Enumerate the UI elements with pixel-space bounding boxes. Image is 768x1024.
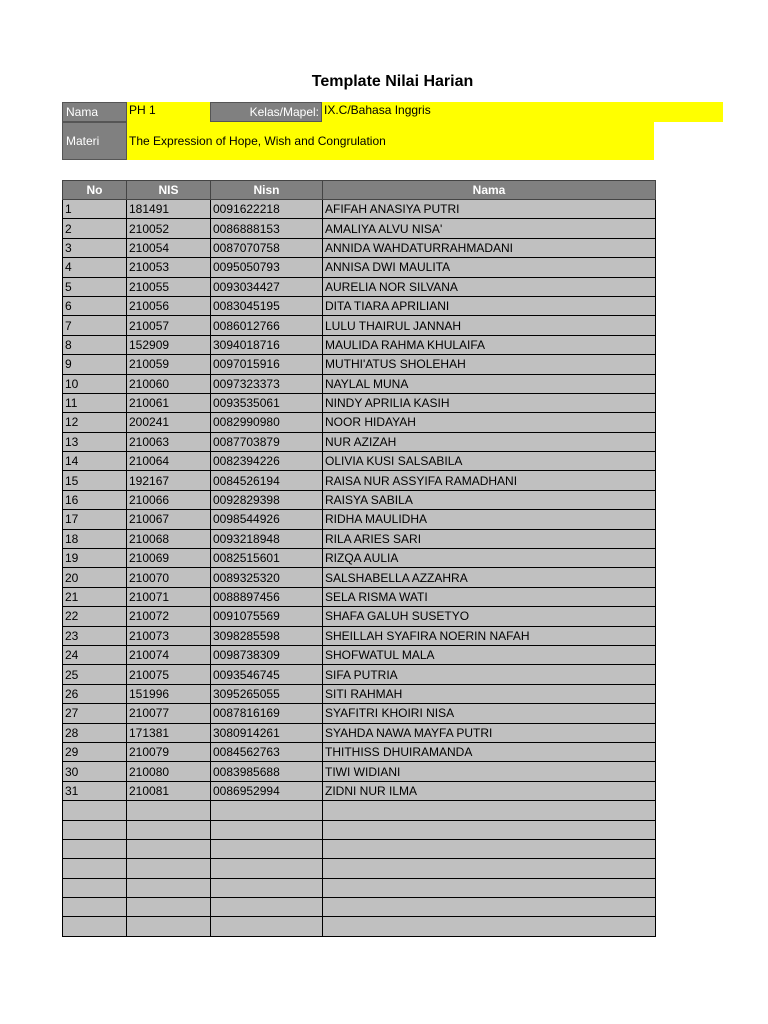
empty-cell[interactable] [63, 801, 127, 820]
cell-nisn[interactable]: 0083985688 [211, 762, 323, 781]
table-row [63, 529, 656, 548]
page-title: Template Nilai Harian [311, 73, 474, 90]
empty-cell[interactable] [323, 917, 656, 936]
cell-nis[interactable]: 210075 [127, 665, 211, 684]
nama-value-cell[interactable]: PH 1 [127, 102, 210, 122]
table-row [63, 723, 656, 742]
cell-nisn[interactable]: 0087816169 [211, 704, 323, 723]
cell-nama[interactable]: RAISA NUR ASSYIFA RAMADHANI [323, 471, 656, 490]
cell-nis[interactable]: 210074 [127, 645, 211, 664]
cell-no[interactable]: 22 [63, 607, 127, 626]
cell-nis[interactable]: 181491 [127, 200, 211, 219]
empty-table-row [63, 859, 656, 878]
table-row [63, 432, 656, 451]
cell-nama[interactable]: SHAFA GALUH SUSETYO [323, 607, 656, 626]
table-row [63, 587, 656, 606]
cell-nisn[interactable]: 3095265055 [211, 684, 323, 703]
table-row [63, 742, 656, 761]
table-row [63, 684, 656, 703]
table-row [63, 781, 656, 800]
cell-no[interactable]: 17 [63, 510, 127, 529]
cell-no[interactable]: 28 [63, 723, 127, 742]
cell-nis[interactable]: 210070 [127, 568, 211, 587]
empty-cell[interactable] [127, 917, 211, 936]
empty-cell[interactable] [63, 917, 127, 936]
cell-nisn[interactable]: 0086888153 [211, 219, 323, 238]
cell-nisn[interactable]: 3094018716 [211, 335, 323, 354]
cell-nama[interactable]: RILA ARIES SARI [323, 529, 656, 548]
cell-nis[interactable]: 152909 [127, 335, 211, 354]
cell-nama[interactable]: THITHISS DHUIRAMANDA [323, 742, 656, 761]
cell-nis[interactable]: 210064 [127, 452, 211, 471]
cell-nis[interactable]: 210063 [127, 432, 211, 451]
cell-no[interactable]: 23 [63, 626, 127, 645]
kelas-value-cell[interactable]: IX.C/Bahasa Inggris [322, 102, 723, 122]
cell-nisn[interactable]: 0095050793 [211, 258, 323, 277]
cell-nisn[interactable]: 0097323373 [211, 374, 323, 393]
cell-no[interactable]: 27 [63, 704, 127, 723]
table-row [63, 296, 656, 315]
table-row [63, 219, 656, 238]
cell-nis[interactable]: 210052 [127, 219, 211, 238]
cell-nis[interactable]: 210072 [127, 607, 211, 626]
empty-cell[interactable] [211, 917, 323, 936]
cell-nisn[interactable]: 0087070758 [211, 238, 323, 257]
cell-no[interactable]: 30 [63, 762, 127, 781]
cell-nisn[interactable]: 0091622218 [211, 200, 323, 219]
table-row [63, 665, 656, 684]
cell-no[interactable]: 1 [63, 200, 127, 219]
cell-nis[interactable]: 210053 [127, 258, 211, 277]
cell-nama[interactable]: SIFA PUTRIA [323, 665, 656, 684]
empty-cell[interactable] [323, 839, 656, 858]
cell-no[interactable]: 6 [63, 296, 127, 315]
empty-cell[interactable] [63, 859, 127, 878]
cell-nama[interactable]: MUTHI'ATUS SHOLEHAH [323, 355, 656, 374]
cell-nis[interactable]: 210054 [127, 238, 211, 257]
cell-nis[interactable]: 151996 [127, 684, 211, 703]
cell-no[interactable]: 15 [63, 471, 127, 490]
cell-nisn[interactable]: 0088897456 [211, 587, 323, 606]
cell-nis[interactable]: 210081 [127, 781, 211, 800]
empty-cell[interactable] [211, 820, 323, 839]
table-row [63, 316, 656, 335]
cell-nisn[interactable]: 3080914261 [211, 723, 323, 742]
cell-no[interactable]: 31 [63, 781, 127, 800]
cell-nama[interactable]: ANNISA DWI MAULITA [323, 258, 656, 277]
table-row [63, 393, 656, 412]
empty-cell[interactable] [323, 898, 656, 917]
empty-cell[interactable] [211, 801, 323, 820]
table-row [63, 413, 656, 432]
empty-cell[interactable] [323, 878, 656, 897]
student-grade-table [62, 180, 656, 937]
table-row [63, 335, 656, 354]
column-header-nama: Nama [323, 181, 656, 200]
cell-nisn[interactable]: 0098738309 [211, 645, 323, 664]
cell-nis[interactable]: 210069 [127, 549, 211, 568]
empty-cell[interactable] [211, 859, 323, 878]
cell-nis[interactable]: 210080 [127, 762, 211, 781]
kelas-label: Kelas/Mapel: [210, 102, 322, 122]
cell-nisn[interactable]: 0093034427 [211, 277, 323, 296]
cell-nisn[interactable]: 0093546745 [211, 665, 323, 684]
cell-nisn[interactable]: 0089325320 [211, 568, 323, 587]
header-row-materi [62, 122, 654, 160]
cell-nisn[interactable]: 0086012766 [211, 316, 323, 335]
table-row [63, 626, 656, 645]
table-row [63, 277, 656, 296]
cell-no[interactable]: 26 [63, 684, 127, 703]
table-header-row [63, 181, 656, 200]
cell-no[interactable]: 2 [63, 219, 127, 238]
cell-nisn[interactable]: 0098544926 [211, 510, 323, 529]
header-row-nama [62, 102, 723, 122]
cell-nisn[interactable]: 0082515601 [211, 549, 323, 568]
cell-nis[interactable]: 210073 [127, 626, 211, 645]
cell-nisn[interactable]: 0093218948 [211, 529, 323, 548]
empty-cell[interactable] [127, 820, 211, 839]
cell-nisn[interactable]: 0093535061 [211, 393, 323, 412]
cell-nis[interactable]: 210060 [127, 374, 211, 393]
cell-no[interactable]: 7 [63, 316, 127, 335]
cell-no[interactable]: 13 [63, 432, 127, 451]
cell-no[interactable]: 4 [63, 258, 127, 277]
table-row [63, 452, 656, 471]
table-row [63, 490, 656, 509]
empty-cell[interactable] [63, 878, 127, 897]
table-row [63, 645, 656, 664]
cell-nama[interactable]: SYAFITRI KHOIRI NISA [323, 704, 656, 723]
column-header-no: No [63, 181, 127, 200]
cell-nama[interactable]: LULU THAIRUL JANNAH [323, 316, 656, 335]
table-row [63, 568, 656, 587]
cell-no[interactable]: 9 [63, 355, 127, 374]
cell-nis[interactable]: 210067 [127, 510, 211, 529]
cell-no[interactable]: 10 [63, 374, 127, 393]
cell-nama[interactable]: AMALIYA ALVU NISA' [323, 219, 656, 238]
empty-cell[interactable] [323, 820, 656, 839]
table-row [63, 607, 656, 626]
table-row [63, 471, 656, 490]
cell-nama[interactable]: SHEILLAH SYAFIRA NOERIN NAFAH [323, 626, 656, 645]
cell-nis[interactable]: 210071 [127, 587, 211, 606]
cell-nama[interactable]: NOOR HIDAYAH [323, 413, 656, 432]
cell-no[interactable]: 21 [63, 587, 127, 606]
cell-no[interactable]: 18 [63, 529, 127, 548]
nama-label: Nama [62, 102, 127, 122]
cell-nis[interactable]: 192167 [127, 471, 211, 490]
table-row [63, 258, 656, 277]
cell-nama[interactable]: SALSHABELLA AZZAHRA [323, 568, 656, 587]
cell-nis[interactable]: 210061 [127, 393, 211, 412]
cell-nis[interactable]: 210066 [127, 490, 211, 509]
cell-nis[interactable]: 210057 [127, 316, 211, 335]
table-row [63, 549, 656, 568]
cell-nama[interactable]: AURELIA NOR SILVANA [323, 277, 656, 296]
cell-nama[interactable]: RAISYA SABILA [323, 490, 656, 509]
cell-nisn[interactable]: 0083045195 [211, 296, 323, 315]
empty-cell[interactable] [63, 820, 127, 839]
empty-cell[interactable] [127, 801, 211, 820]
cell-nis[interactable]: 210056 [127, 296, 211, 315]
cell-nisn[interactable]: 0091075569 [211, 607, 323, 626]
column-header-nisn: Nisn [211, 181, 323, 200]
cell-nama[interactable]: SHOFWATUL MALA [323, 645, 656, 664]
cell-no[interactable]: 3 [63, 238, 127, 257]
empty-cell[interactable] [63, 839, 127, 858]
empty-table-row [63, 917, 656, 936]
cell-nisn[interactable]: 0084562763 [211, 742, 323, 761]
cell-nama[interactable]: NINDY APRILIA KASIH [323, 393, 656, 412]
materi-value-cell[interactable]: The Expression of Hope, Wish and Congrulation [127, 122, 654, 160]
empty-table-row [63, 839, 656, 858]
cell-no[interactable]: 11 [63, 393, 127, 412]
empty-cell[interactable] [127, 878, 211, 897]
cell-nama[interactable]: SYAHDA NAWA MAYFA PUTRI [323, 723, 656, 742]
column-header-nis: NIS [127, 181, 211, 200]
empty-table-row [63, 801, 656, 820]
materi-label: Materi [62, 122, 127, 160]
cell-nama[interactable]: RIDHA MAULIDHA [323, 510, 656, 529]
cell-nama[interactable]: NUR AZIZAH [323, 432, 656, 451]
cell-nisn[interactable]: 0086952994 [211, 781, 323, 800]
cell-no[interactable]: 25 [63, 665, 127, 684]
empty-cell[interactable] [323, 801, 656, 820]
table-row [63, 762, 656, 781]
cell-nama[interactable]: RIZQA AULIA [323, 549, 656, 568]
cell-nis[interactable]: 210079 [127, 742, 211, 761]
cell-nisn[interactable]: 0087703879 [211, 432, 323, 451]
cell-nisn[interactable]: 0082990980 [211, 413, 323, 432]
cell-no[interactable]: 29 [63, 742, 127, 761]
empty-table-row [63, 820, 656, 839]
cell-nis[interactable]: 171381 [127, 723, 211, 742]
cell-nisn[interactable]: 3098285598 [211, 626, 323, 645]
cell-nis[interactable]: 210055 [127, 277, 211, 296]
cell-nama[interactable]: NAYLAL MUNA [323, 374, 656, 393]
empty-cell[interactable] [211, 839, 323, 858]
empty-cell[interactable] [211, 878, 323, 897]
table-row [63, 355, 656, 374]
cell-nama[interactable]: MAULIDA RAHMA KHULAIFA [323, 335, 656, 354]
cell-no[interactable]: 5 [63, 277, 127, 296]
cell-nama[interactable]: OLIVIA KUSI SALSABILA [323, 452, 656, 471]
cell-no[interactable]: 24 [63, 645, 127, 664]
cell-nisn[interactable]: 0092829398 [211, 490, 323, 509]
cell-nis[interactable]: 200241 [127, 413, 211, 432]
cell-nama[interactable]: SELA RISMA WATI [323, 587, 656, 606]
cell-nama[interactable]: SITI RAHMAH [323, 684, 656, 703]
empty-cell[interactable] [211, 898, 323, 917]
cell-nis[interactable]: 210077 [127, 704, 211, 723]
empty-cell[interactable] [127, 859, 211, 878]
cell-no[interactable]: 20 [63, 568, 127, 587]
cell-no[interactable]: 16 [63, 490, 127, 509]
table-row [63, 704, 656, 723]
cell-no[interactable]: 8 [63, 335, 127, 354]
empty-cell[interactable] [127, 898, 211, 917]
table-row [63, 200, 656, 219]
cell-nama[interactable]: TIWI WIDIANI [323, 762, 656, 781]
cell-nisn[interactable]: 0084526194 [211, 471, 323, 490]
empty-cell[interactable] [127, 839, 211, 858]
table-row [63, 374, 656, 393]
empty-table-row [63, 898, 656, 917]
cell-nis[interactable]: 210068 [127, 529, 211, 548]
table-row [63, 510, 656, 529]
cell-nis[interactable]: 210059 [127, 355, 211, 374]
cell-nama[interactable]: ZIDNI NUR ILMA [323, 781, 656, 800]
empty-table-row [63, 878, 656, 897]
table-row [63, 238, 656, 257]
cell-no[interactable]: 14 [63, 452, 127, 471]
cell-nama[interactable]: DITA TIARA APRILIANI [323, 296, 656, 315]
cell-nisn[interactable]: 0082394226 [211, 452, 323, 471]
empty-cell[interactable] [323, 859, 656, 878]
cell-no[interactable]: 12 [63, 413, 127, 432]
empty-cell[interactable] [63, 898, 127, 917]
cell-no[interactable]: 19 [63, 549, 127, 568]
cell-nama[interactable]: AFIFAH ANASIYA PUTRI [323, 200, 656, 219]
cell-nisn[interactable]: 0097015916 [211, 355, 323, 374]
cell-nama[interactable]: ANNIDA WAHDATURRAHMADANI [323, 238, 656, 257]
